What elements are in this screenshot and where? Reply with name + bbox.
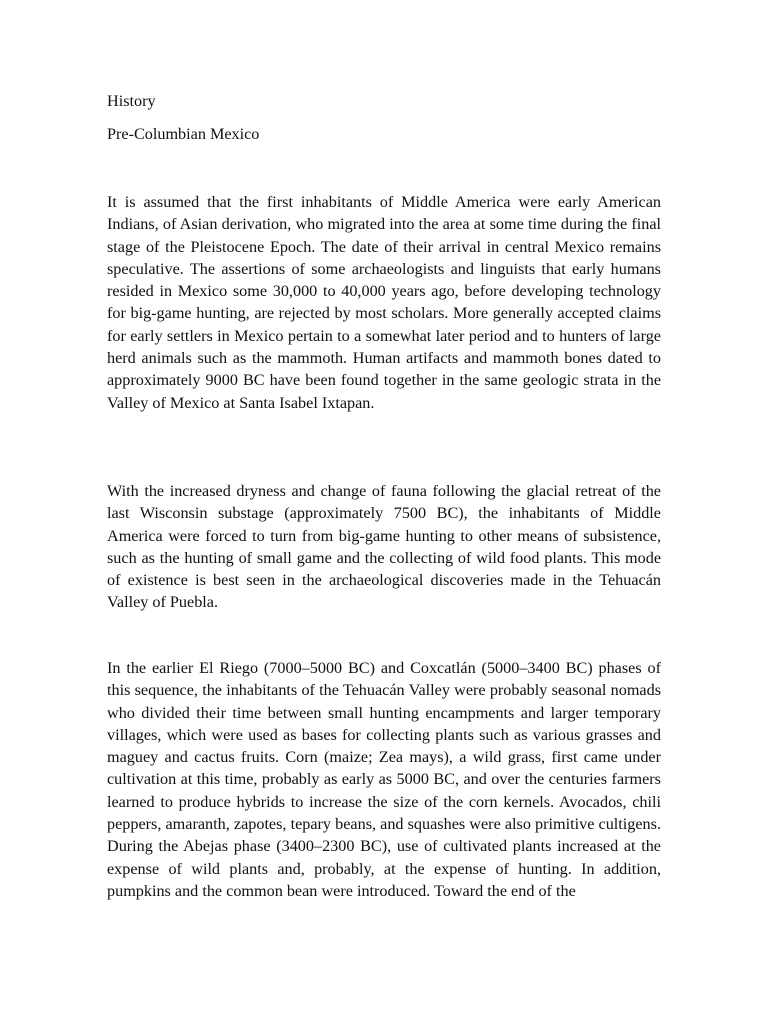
paragraph-post-glacial-subsistence: With the increased dryness and change of fauna following the glacial retreat of the last Wisconsin substage (approximately 7500 BC), the inhabitants of Middle America were forced to turn from big-game hunting to other means of subsistence, such as the hunting of small game and the collecting of wild food plants. This mode of existence is best seen in the archaeological discoveries made in the Tehuacán Valley of Puebla. <box>107 482 661 612</box>
document-subtitle: Pre-Columbian Mexico <box>107 125 260 143</box>
document-title: History <box>107 92 156 110</box>
paragraph-earliest-inhabitants: It is assumed that the first inhabitants of Middle America were early American Indians, of Asian derivation, who migrated into the area at some time during the final stage of the Pleistocene Epoch. The date of their arrival in central Mexico remains speculative. The assertions of some archaeologists and linguists that early humans resided in Mexico some 30,000 to 40,000 years ago, before developing technology for big-game hunting, are rejected by most scholars. More generally accepted claims for early settlers in Mexico pertain to a somewhat later period and to hunters of large herd animals such as the mammoth. Human artifacts and mammoth bones dated to approximately 9000 BC have been found together in the same geologic strata in the Valley of Mexico at Santa Isabel Ixtapan. <box>107 193 661 412</box>
paragraph-tehuacan-phases: In the earlier El Riego (7000–5000 BC) and Coxcatlán (5000–3400 BC) phases of this sequence, the inhabitants of the Tehuacán Valley were probably seasonal nomads who divided their time between small hunting encampments and larger temporary villages, which were used as bases for collecting plants such as various grasses and maguey and cactus fruits. Corn (maize; Zea mays), a wild grass, first came under cultivation at this time, probably as early as 5000 BC, and over the centuries farmers learned to produce hybrids to increase the size of the corn kernels. Avocados, chili peppers, amaranth, zapotes, tepary beans, and squashes were also primitive cultigens. During the Abejas phase (3400–2300 BC), use of cultivated plants increased at the expense of wild plants and, probably, at the expense of hunting. In addition, pumpkins and the common bean were introduced. Toward the end of the <box>107 659 661 900</box>
